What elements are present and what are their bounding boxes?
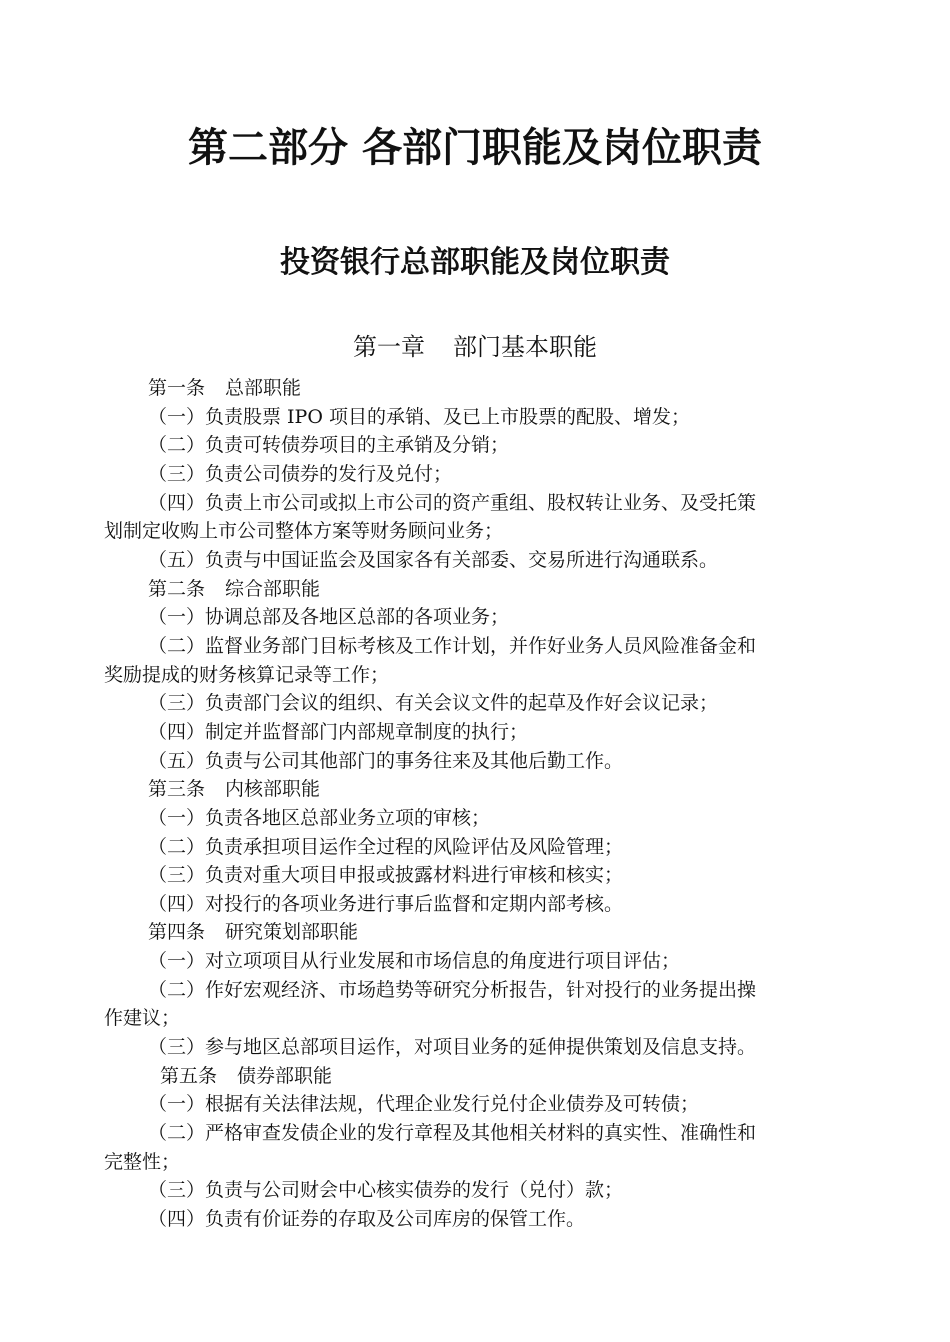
article-item: （三）参与地区总部项目运作，对项目业务的延伸提供策划及信息支持。 [148, 1036, 757, 1059]
article-item: （三）负责部门会议的组织、有关会议文件的起草及作好会议记录； [148, 692, 719, 715]
article-item: （五）负责与公司其他部门的事务往来及其他后勤工作。 [148, 749, 624, 772]
chapter-number: 第一章 [353, 333, 425, 361]
chapter-title: 部门基本职能 [453, 333, 597, 361]
article-item: （一）对立项项目从行业发展和市场信息的角度进行项目评估； [148, 950, 681, 973]
article-number: 第一条 [148, 377, 206, 399]
article-item-continuation: 作建议； [104, 1007, 181, 1030]
article-item: （二）负责承担项目运作全过程的风险评估及风险管理； [148, 835, 624, 858]
article-number: 第二条 [148, 577, 206, 600]
article-name: 总部职能 [225, 377, 302, 399]
part-title: 第二部分 各部门职能及岗位职责 [188, 125, 762, 171]
article-name: 综合部职能 [225, 577, 321, 600]
article-heading [104, 374, 848, 403]
chapter-heading [0, 327, 950, 367]
article-item: （四）负责有价证券的存取及公司库房的保管工作。 [148, 1208, 586, 1231]
article-heading [104, 918, 848, 947]
article-item: （三）负责公司债券的发行及兑付； [148, 462, 453, 485]
article-heading [104, 775, 848, 804]
article-number: 第四条 [148, 921, 206, 944]
article-item: （四）制定并监督部门内部规章制度的执行； [148, 720, 529, 743]
article-item: （五）负责与中国证监会及国家各有关部委、交易所进行沟通联系。 [148, 548, 719, 571]
article-heading [104, 575, 848, 604]
article-item-continuation: 完整性； [104, 1150, 181, 1173]
article-item: （三）负责与公司财会中心核实债券的发行（兑付）款； [148, 1179, 624, 1202]
article-item: （四）负责上市公司或拟上市公司的资产重组、股权转让业务、及受托策 [148, 491, 757, 514]
article-name: 债券部职能 [237, 1064, 333, 1087]
article-item: （三）负责对重大项目申报或披露材料进行审核和核实； [148, 864, 624, 887]
article-item-continuation: 划制定收购上市公司整体方案等财务顾问业务； [104, 520, 504, 543]
article-name: 研究策划部职能 [225, 921, 359, 944]
article-item: （四）对投行的各项业务进行事后监督和定期内部考核。 [148, 892, 624, 915]
article-item: （二）监督业务部门目标考核及工作计划，并作好业务人员风险准备金和 [148, 634, 757, 657]
document-body [104, 374, 848, 1234]
article-name: 内核部职能 [225, 778, 321, 801]
article-item: （一）负责股票 IPO 项目的承销、及已上市股票的配股、增发； [148, 405, 690, 428]
article-number: 第三条 [148, 778, 206, 801]
article-item: （二）严格审查发债企业的发行章程及其他相关材料的真实性、准确性和 [148, 1122, 757, 1145]
article-number: 第五条 [160, 1064, 218, 1087]
article-item: （二）负责可转债券项目的主承销及分销； [148, 434, 510, 457]
article-item: （一）负责各地区总部业务立项的审核； [148, 806, 491, 829]
article-item: （一）协调总部及各地区总部的各项业务； [148, 606, 510, 629]
article-item: （二）作好宏观经济、市场趋势等研究分析报告，针对投行的业务提出操 [148, 978, 757, 1001]
section-title: 投资银行总部职能及岗位职责 [280, 245, 670, 280]
article-heading [104, 1062, 848, 1091]
article-item: （一）根据有关法律法规，代理企业发行兑付企业债券及可转债； [148, 1093, 700, 1116]
article-item-continuation: 奖励提成的财务核算记录等工作； [104, 663, 390, 686]
